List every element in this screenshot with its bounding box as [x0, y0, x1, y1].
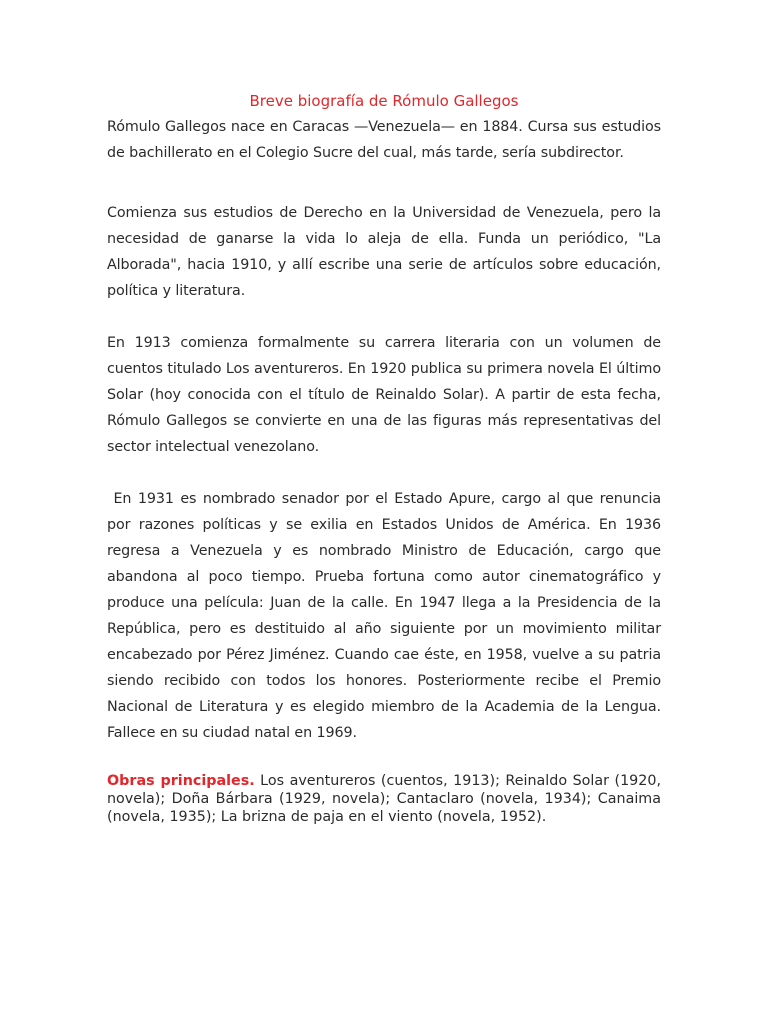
works-label: Obras principales. — [107, 773, 255, 789]
document-page — [107, 88, 666, 840]
works-paragraph — [107, 772, 666, 826]
paragraph-political-life: En 1931 es nombrado senador por el Estado Apure, cargo al que renuncia por razones políticas y se exilia en Estados Unidos de América. En 1936 regresa a Venezuela y es nombrado Ministro de Educación, cargo que abandona al poco tiempo. Prueba fortuna como autor cinematográfico y produce una película: Juan de la calle. En 1947 llega a la Presidencia de la República, pero es destituido al año siguiente por un movimiento militar encabezado por Pérez Jiménez. Cuando cae éste, en 1958, vuelve a su patria siendo recibido con todos los honores. Posteriormente recibe el Premio Nacional de Literatura y es elegido miembro de la Academia de la Lengua. Fallece en su ciudad natal en 1969. — [107, 491, 666, 741]
paragraph-birth: Rómulo Gallegos nace en Caracas —Venezuela— en 1884. Cursa sus estudios de bachillerato en el Colegio Sucre del cual, más tarde, sería subdirector. — [107, 119, 661, 161]
works-text: Los aventureros (cuentos, 1913); Reinaldo Solar (1920, novela); Doña Bárbara (1929, novela); Cantaclaro (novela, 1934); Canaima (novela, 1935); La brizna de paja en el viento (novela, 1952). — [107, 773, 666, 825]
paragraph-studies: Comienza sus estudios de Derecho en la Universidad de Venezuela, pero la necesidad de ganarse la vida lo aleja de ella. Funda un periódico, "La Alborada", hacia 1910, y allí escribe una serie de artículos sobre educación, política y literatura. — [107, 205, 661, 299]
paragraph-literary-career: En 1913 comienza formalmente su carrera literaria con un volumen de cuentos titulado Los aventureros. En 1920 publica su primera novela El último Solar (hoy conocida con el título de Reinaldo Solar). A partir de esta fecha, Rómulo Gallegos se convierte en una de las figuras más representativas del sector intelectual venezolano. — [107, 335, 661, 455]
document-title: Breve biografía de Rómulo Gallegos — [249, 92, 519, 110]
